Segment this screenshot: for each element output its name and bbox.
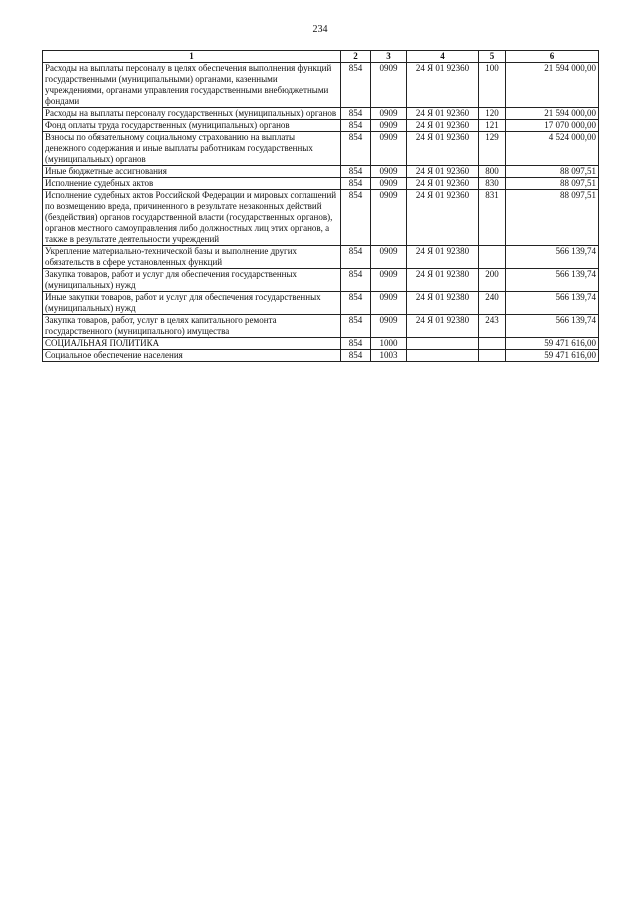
table-row — [43, 292, 599, 315]
row-csr: 24 Я 01 92360 — [407, 63, 479, 108]
row-name: Иные бюджетные ассигнования — [43, 166, 341, 178]
row-csr: 24 Я 01 92380 — [407, 292, 479, 315]
row-csr: 24 Я 01 92360 — [407, 178, 479, 190]
table-row — [43, 338, 599, 350]
row-name: СОЦИАЛЬНАЯ ПОЛИТИКА — [43, 338, 341, 350]
column-header: 1 — [43, 51, 341, 63]
row-grbs: 854 — [341, 315, 371, 338]
row-grbs: 854 — [341, 350, 371, 362]
row-vr — [479, 350, 506, 362]
table-row — [43, 120, 599, 132]
row-amount: 17 070 000,00 — [506, 120, 599, 132]
row-amount: 88 097,51 — [506, 190, 599, 246]
row-name: Исполнение судебных актов Российской Федерации и мировых соглашений по возмещению вреда, причиненного в результате незаконных действий (бездействия) органов государственной власти (государственных органов), органов местного самоуправления либо должностных лиц этих органов, а также в результате деятельности учреждений — [43, 190, 341, 246]
row-name: Закупка товаров, работ и услуг для обеспечения государственных (муниципальных) нужд — [43, 269, 341, 292]
row-rzpr: 0909 — [371, 63, 407, 108]
row-grbs: 854 — [341, 108, 371, 120]
row-rzpr: 0909 — [371, 120, 407, 132]
row-rzpr: 0909 — [371, 269, 407, 292]
row-grbs: 854 — [341, 63, 371, 108]
row-amount: 88 097,51 — [506, 178, 599, 190]
row-name: Социальное обеспечение населения — [43, 350, 341, 362]
table-row — [43, 315, 599, 338]
row-csr: 24 Я 01 92380 — [407, 246, 479, 269]
row-amount: 59 471 616,00 — [506, 338, 599, 350]
table-row — [43, 63, 599, 108]
table-header-row — [43, 51, 599, 63]
row-name: Иные закупки товаров, работ и услуг для обеспечения государственных (муниципальных) нужд — [43, 292, 341, 315]
row-amount: 21 594 000,00 — [506, 108, 599, 120]
row-csr: 24 Я 01 92360 — [407, 120, 479, 132]
row-vr: 100 — [479, 63, 506, 108]
row-name: Расходы на выплаты персоналу государственных (муниципальных) органов — [43, 108, 341, 120]
column-header: 4 — [407, 51, 479, 63]
row-vr: 120 — [479, 108, 506, 120]
row-name: Расходы на выплаты персоналу в целях обеспечения выполнения функций государственными (муниципальными) органами, казенными учреждениями, органами управления государственными внебюджетными фондами — [43, 63, 341, 108]
row-rzpr: 0909 — [371, 315, 407, 338]
table-row — [43, 246, 599, 269]
row-grbs: 854 — [341, 120, 371, 132]
row-csr — [407, 338, 479, 350]
row-csr: 24 Я 01 92360 — [407, 190, 479, 246]
row-vr: 830 — [479, 178, 506, 190]
row-grbs: 854 — [341, 190, 371, 246]
row-rzpr: 0909 — [371, 292, 407, 315]
row-vr: 240 — [479, 292, 506, 315]
table-row — [43, 190, 599, 246]
row-grbs: 854 — [341, 178, 371, 190]
row-csr: 24 Я 01 92360 — [407, 166, 479, 178]
row-amount: 566 139,74 — [506, 246, 599, 269]
row-vr — [479, 338, 506, 350]
row-rzpr: 0909 — [371, 178, 407, 190]
budget-table — [42, 50, 599, 362]
row-vr — [479, 246, 506, 269]
row-csr: 24 Я 01 92380 — [407, 315, 479, 338]
row-name: Взносы по обязательному социальному страхованию на выплаты денежного содержания и иные выплаты работникам государственных (муниципальных) органов — [43, 132, 341, 166]
row-grbs: 854 — [341, 269, 371, 292]
row-csr — [407, 350, 479, 362]
row-grbs: 854 — [341, 166, 371, 178]
row-name: Закупка товаров, работ, услуг в целях капитального ремонта государственного (муниципального) имущества — [43, 315, 341, 338]
row-amount: 566 139,74 — [506, 315, 599, 338]
row-rzpr: 0909 — [371, 108, 407, 120]
row-vr: 800 — [479, 166, 506, 178]
column-header: 3 — [371, 51, 407, 63]
row-csr: 24 Я 01 92360 — [407, 132, 479, 166]
column-header: 5 — [479, 51, 506, 63]
table-row — [43, 269, 599, 292]
row-grbs: 854 — [341, 338, 371, 350]
row-rzpr: 0909 — [371, 190, 407, 246]
row-name: Исполнение судебных актов — [43, 178, 341, 190]
row-amount: 21 594 000,00 — [506, 63, 599, 108]
row-vr: 129 — [479, 132, 506, 166]
row-vr: 200 — [479, 269, 506, 292]
row-grbs: 854 — [341, 246, 371, 269]
row-grbs: 854 — [341, 292, 371, 315]
row-rzpr: 0909 — [371, 166, 407, 178]
table-row — [43, 108, 599, 120]
row-amount: 59 471 616,00 — [506, 350, 599, 362]
row-rzpr: 1003 — [371, 350, 407, 362]
row-rzpr: 0909 — [371, 246, 407, 269]
row-vr: 831 — [479, 190, 506, 246]
row-vr: 243 — [479, 315, 506, 338]
row-name: Укрепление материально-технической базы и выполнение других обязательств в сфере установленных функций — [43, 246, 341, 269]
row-name: Фонд оплаты труда государственных (муниципальных) органов — [43, 120, 341, 132]
table-row — [43, 132, 599, 166]
row-amount: 566 139,74 — [506, 292, 599, 315]
row-csr: 24 Я 01 92360 — [407, 108, 479, 120]
column-header: 2 — [341, 51, 371, 63]
row-vr: 121 — [479, 120, 506, 132]
row-amount: 566 139,74 — [506, 269, 599, 292]
table-row — [43, 178, 599, 190]
column-header: 6 — [506, 51, 599, 63]
table-row — [43, 350, 599, 362]
row-rzpr: 1000 — [371, 338, 407, 350]
page-number: 234 — [312, 24, 328, 35]
row-rzpr: 0909 — [371, 132, 407, 166]
row-amount: 4 524 000,00 — [506, 132, 599, 166]
table-row — [43, 166, 599, 178]
row-csr: 24 Я 01 92380 — [407, 269, 479, 292]
row-amount: 88 097,51 — [506, 166, 599, 178]
row-grbs: 854 — [341, 132, 371, 166]
